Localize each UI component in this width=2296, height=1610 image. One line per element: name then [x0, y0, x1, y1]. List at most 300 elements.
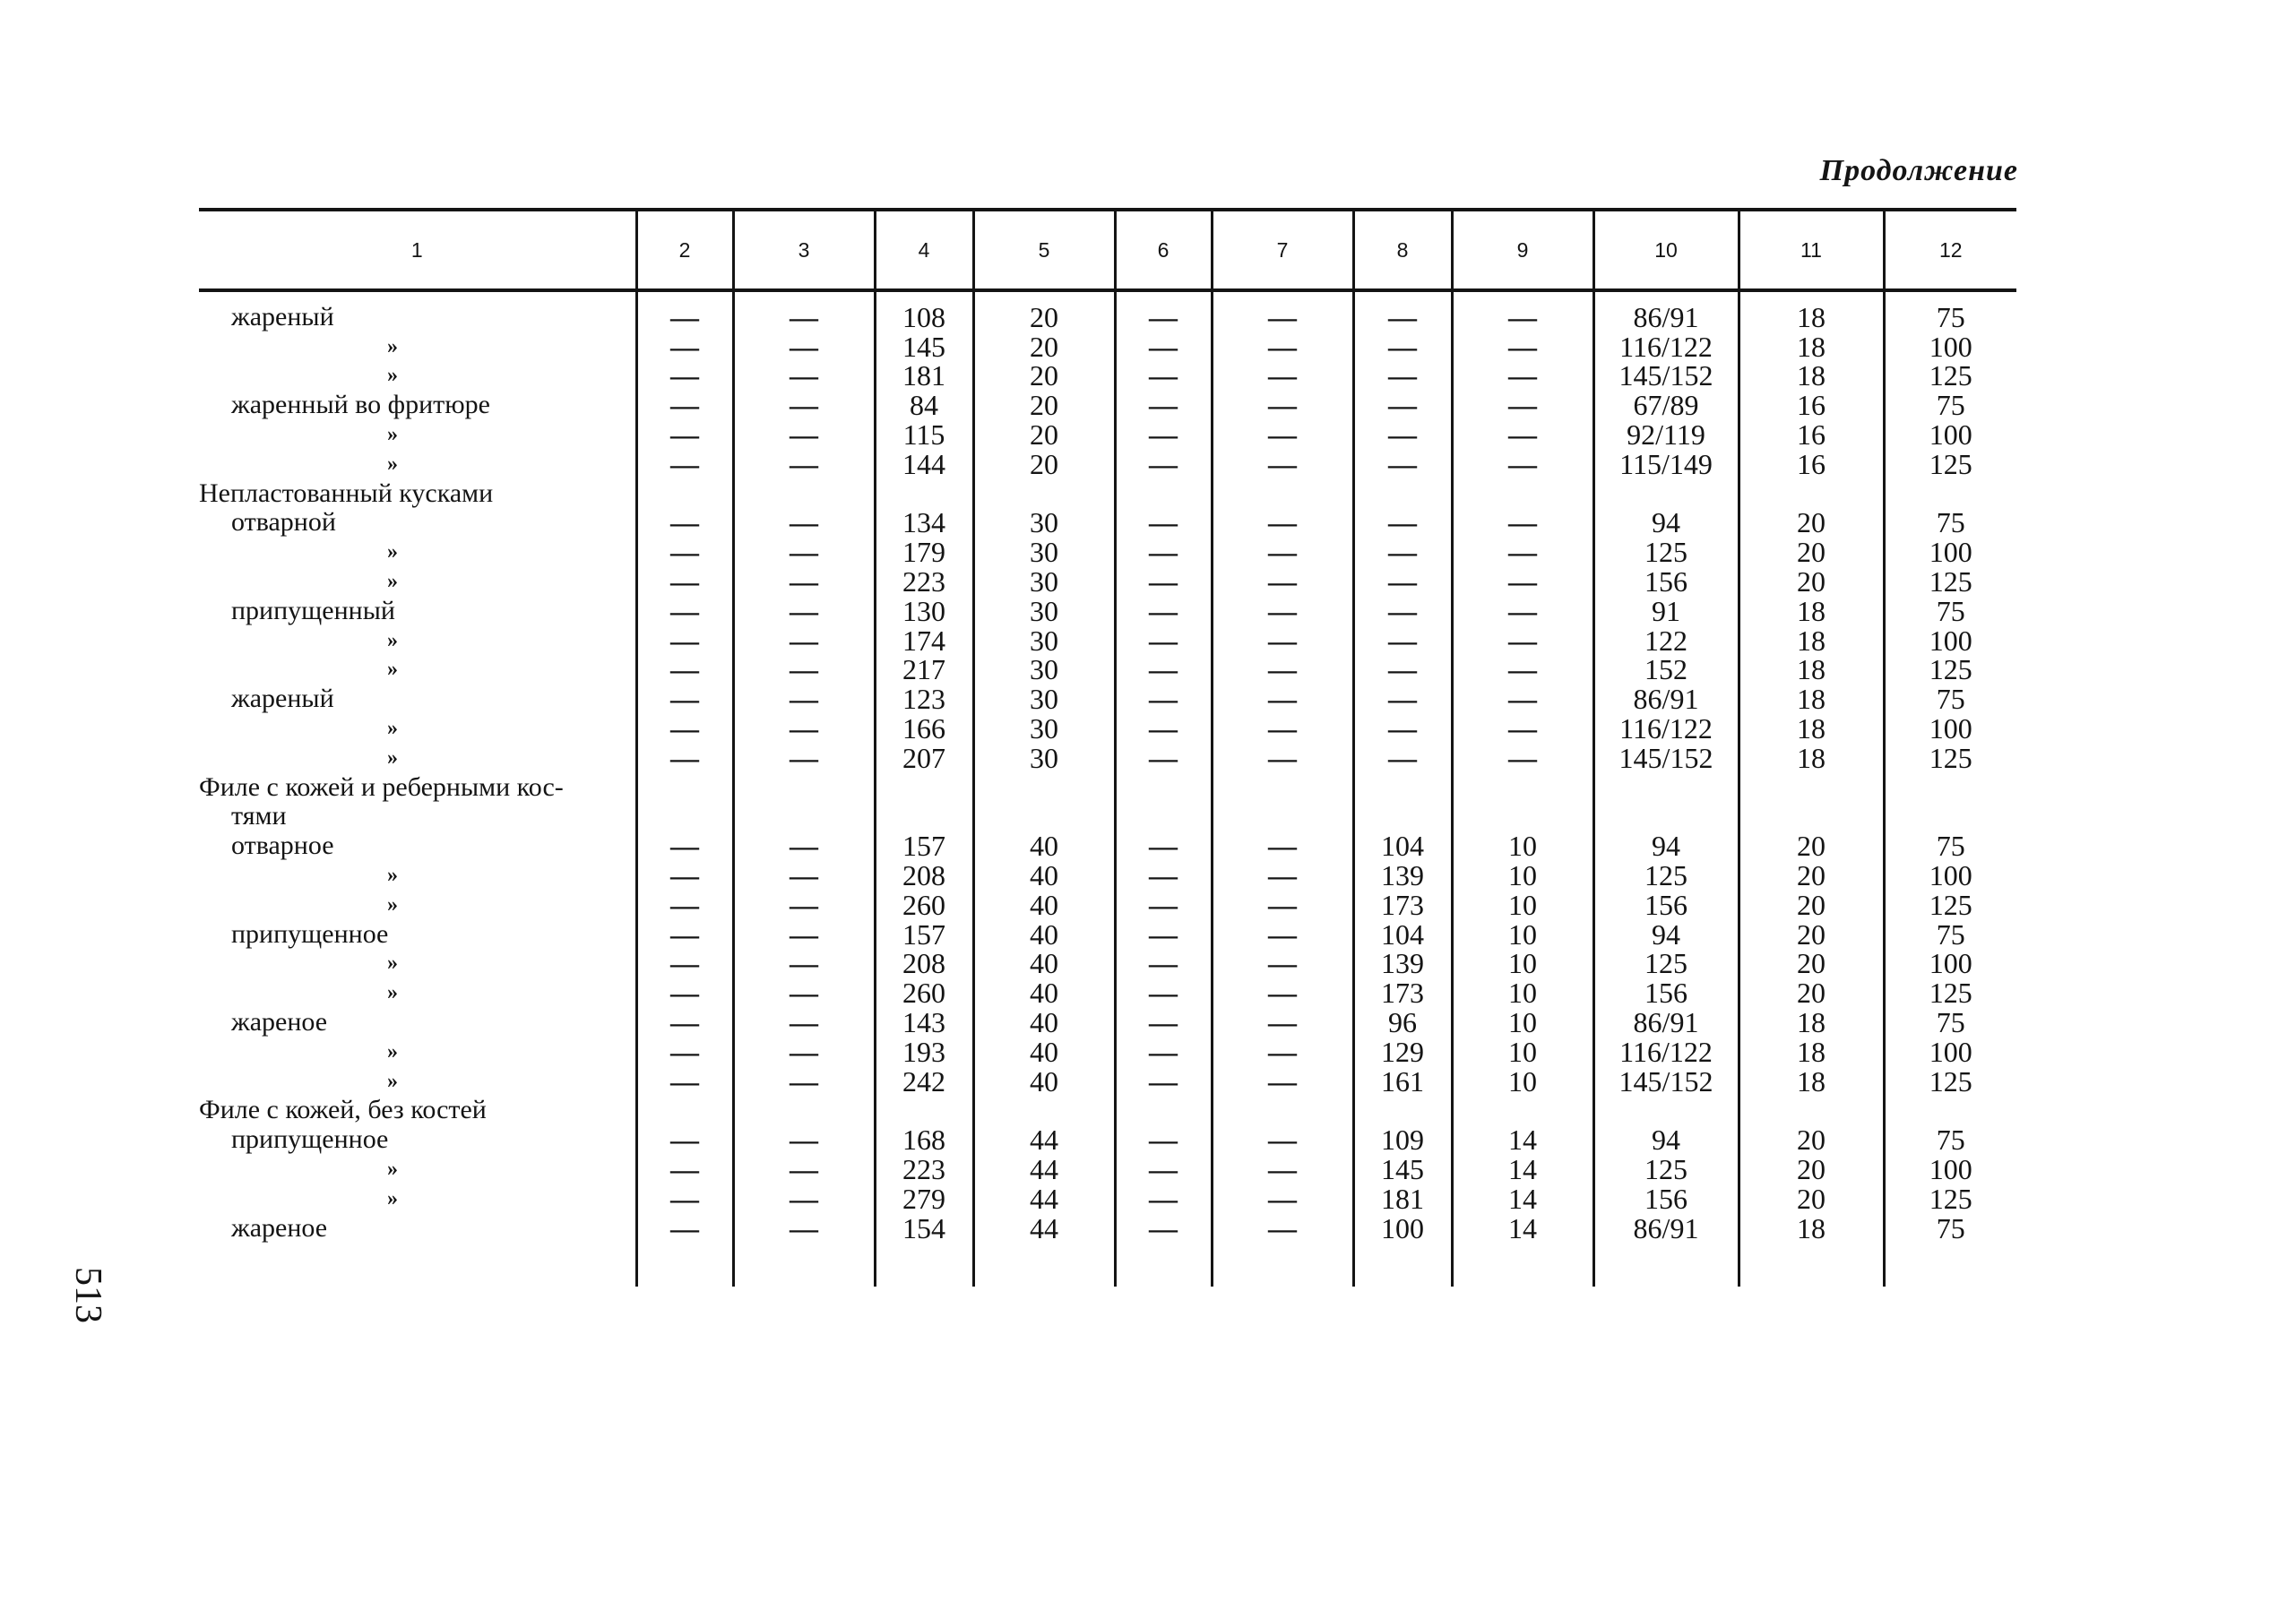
table-cell-col-9: 10 — [1452, 1036, 1593, 1065]
table-cell-col-6: — — [1115, 389, 1212, 418]
table-cell-col-9: 10 — [1452, 859, 1593, 889]
table-cell-col-7 — [1212, 801, 1353, 831]
table-cell-col-10: 156 — [1593, 889, 1739, 918]
table-cell-col-4: 223 — [875, 1153, 973, 1183]
table-cell-col-12 — [1884, 478, 2016, 507]
table-cell-col-8 — [1353, 478, 1452, 507]
table-cell-col-8: — — [1353, 536, 1452, 565]
row-label: жареное — [231, 1006, 328, 1037]
table-cell-col-5: 30 — [973, 624, 1115, 654]
row-group-label: Филе с кожей, без костей — [199, 1095, 487, 1125]
table-cell-col-2: — — [636, 712, 733, 742]
table-cell-col-6: — — [1115, 595, 1212, 624]
table-cell-col-8: — — [1353, 565, 1452, 595]
table-cell-col-3: — — [733, 290, 875, 331]
table-cell-col-4: 208 — [875, 859, 973, 889]
table-cell-col-2: — — [636, 536, 733, 565]
table-cell-col-2: — — [636, 1036, 733, 1065]
table-cell-col-4: 123 — [875, 683, 973, 712]
table-cell-col-9: — — [1452, 565, 1593, 595]
table-cell-col-8: 100 — [1353, 1212, 1452, 1287]
table-cell-col-3: — — [733, 889, 875, 918]
table-cell-col-7: — — [1212, 536, 1353, 565]
table-cell-col-12: 125 — [1884, 654, 2016, 684]
table-cell-col-8 — [1353, 801, 1452, 831]
table-cell-col-11: 20 — [1739, 889, 1884, 918]
table-cell-col-8: 145 — [1353, 1153, 1452, 1183]
table-cell-col-4: 168 — [875, 1124, 973, 1153]
table-cell-col-2: — — [636, 830, 733, 859]
table-cell-col-6: — — [1115, 1183, 1212, 1212]
table-cell-col-7: — — [1212, 507, 1353, 537]
table-cell-col-2: — — [636, 595, 733, 624]
table-cell-col-8: — — [1353, 418, 1452, 448]
table-cell-col-4: 84 — [875, 389, 973, 418]
table-cell-col-4: 134 — [875, 507, 973, 537]
table-cell-col-3: — — [733, 565, 875, 595]
row-group-label: Филе с кожей и реберными кос- — [199, 771, 564, 802]
table-cell-col-2: — — [636, 977, 733, 1006]
table-cell-col-3: — — [733, 1153, 875, 1183]
table-cell-col-6: — — [1115, 683, 1212, 712]
table-cell-col-12: 100 — [1884, 712, 2016, 742]
table-cell-col-2: — — [636, 683, 733, 712]
table-cell-col-11: 20 — [1739, 1153, 1884, 1183]
table-cell-col-11: 20 — [1739, 830, 1884, 859]
table-cell-col-8: 173 — [1353, 977, 1452, 1006]
ditto-mark: » — [387, 1157, 398, 1181]
ditto-mark: » — [387, 892, 398, 917]
table-cell-col-4: 217 — [875, 654, 973, 684]
table-cell-col-5: 40 — [973, 1065, 1115, 1095]
table-cell-col-5: 30 — [973, 654, 1115, 684]
table-cell-col-12: 125 — [1884, 1065, 2016, 1095]
table-cell-col-9: 10 — [1452, 1065, 1593, 1095]
table-cell-col-10: 94 — [1593, 1124, 1739, 1153]
table-cell-col-12 — [1884, 771, 2016, 801]
table-cell-col-3: — — [733, 418, 875, 448]
table-row — [199, 1153, 2016, 1183]
row-label: отварное — [231, 831, 334, 861]
table-row — [199, 742, 2016, 771]
table-cell-col-11 — [1739, 801, 1884, 831]
table-cell-col-11: 18 — [1739, 742, 1884, 771]
table-cell-col-5 — [973, 478, 1115, 507]
table-cell-col-10: 92/119 — [1593, 418, 1739, 448]
table-cell-col-2: — — [636, 1153, 733, 1183]
table-cell-col-2: — — [636, 331, 733, 360]
table-cell-col-11: 18 — [1739, 712, 1884, 742]
table-cell-col-7: — — [1212, 565, 1353, 595]
table-cell-col-10: 152 — [1593, 654, 1739, 684]
table-header-row — [199, 210, 2016, 290]
table-cell-col-3: — — [733, 918, 875, 948]
table-cell-col-4: 223 — [875, 565, 973, 595]
table-cell-col-12: 75 — [1884, 507, 2016, 537]
table-cell-col-9: — — [1452, 624, 1593, 654]
table-cell-col-11: 20 — [1739, 1124, 1884, 1153]
table-cell-col-2: — — [636, 742, 733, 771]
table-row — [199, 1124, 2016, 1153]
table-cell-col-7: — — [1212, 418, 1353, 448]
table-cell-col-12: 125 — [1884, 1183, 2016, 1212]
table-cell-col-8: — — [1353, 683, 1452, 712]
table-cell-col-5: 44 — [973, 1183, 1115, 1212]
table-cell-col-8: 139 — [1353, 859, 1452, 889]
table-cell-col-5: 40 — [973, 1006, 1115, 1036]
table-cell-col-12: 100 — [1884, 536, 2016, 565]
table-cell-col-5: 44 — [973, 1153, 1115, 1183]
table-cell-col-6: — — [1115, 507, 1212, 537]
table-cell-col-10: 122 — [1593, 624, 1739, 654]
table-cell-col-5: 30 — [973, 712, 1115, 742]
table-cell-col-9: 14 — [1452, 1212, 1593, 1287]
table-cell-col-4: 154 — [875, 1212, 973, 1287]
column-header-2: 2 — [636, 210, 733, 290]
table-cell-col-12: 100 — [1884, 331, 2016, 360]
table-cell-col-12: 125 — [1884, 448, 2016, 478]
table-cell-col-9: — — [1452, 389, 1593, 418]
table-cell-col-10: 94 — [1593, 830, 1739, 859]
table-cell-col-12: 125 — [1884, 889, 2016, 918]
table-cell-col-4: 157 — [875, 830, 973, 859]
column-header-11: 11 — [1739, 210, 1884, 290]
table-cell-col-12: 75 — [1884, 918, 2016, 948]
table-cell-col-6: — — [1115, 565, 1212, 595]
table-cell-col-9: — — [1452, 595, 1593, 624]
table-cell-col-5: 44 — [973, 1212, 1115, 1287]
table-cell-col-3: — — [733, 830, 875, 859]
table-cell-col-2: — — [636, 389, 733, 418]
table-cell-col-9: 10 — [1452, 1006, 1593, 1036]
table-cell-col-10: 156 — [1593, 1183, 1739, 1212]
table-cell-col-9: — — [1452, 683, 1593, 712]
table-cell-col-6: — — [1115, 742, 1212, 771]
table-row — [199, 712, 2016, 742]
table-cell-col-6: — — [1115, 360, 1212, 390]
table-cell-col-8: 104 — [1353, 830, 1452, 859]
table-cell-col-5: 40 — [973, 977, 1115, 1006]
table-cell-col-12: 75 — [1884, 290, 2016, 331]
table-cell-col-6: — — [1115, 331, 1212, 360]
table-cell-col-8: 96 — [1353, 1006, 1452, 1036]
table-cell-col-6: — — [1115, 712, 1212, 742]
table-cell-col-12: 100 — [1884, 418, 2016, 448]
table-cell-col-4: 242 — [875, 1065, 973, 1095]
table-cell-col-7 — [1212, 478, 1353, 507]
table-cell-col-4 — [875, 801, 973, 831]
table-cell-col-3: — — [733, 859, 875, 889]
table-cell-col-9: — — [1452, 448, 1593, 478]
table-cell-col-12: 100 — [1884, 624, 2016, 654]
table-cell-col-7: — — [1212, 1124, 1353, 1153]
table-cell-col-11: 18 — [1739, 331, 1884, 360]
table-cell-col-9: 10 — [1452, 977, 1593, 1006]
table-cell-col-2: — — [636, 1183, 733, 1212]
table-cell-col-8: 181 — [1353, 1183, 1452, 1212]
table-cell-col-10: 86/91 — [1593, 1212, 1739, 1287]
table-cell-col-3: — — [733, 448, 875, 478]
table-cell-col-9: 14 — [1452, 1124, 1593, 1153]
table-cell-col-7: — — [1212, 830, 1353, 859]
table-cell-col-8: — — [1353, 360, 1452, 390]
table-cell-col-6: — — [1115, 1065, 1212, 1095]
table-cell-col-6: — — [1115, 830, 1212, 859]
table-cell-col-4: 115 — [875, 418, 973, 448]
table-cell-col-9 — [1452, 1095, 1593, 1124]
column-header-12: 12 — [1884, 210, 2016, 290]
table-cell-col-8: — — [1353, 654, 1452, 684]
table-cell-col-9: — — [1452, 712, 1593, 742]
table-cell-col-3: — — [733, 595, 875, 624]
table-cell-col-10: 115/149 — [1593, 448, 1739, 478]
column-header-4: 4 — [875, 210, 973, 290]
table-cell-col-9: 14 — [1452, 1153, 1593, 1183]
row-label: припущенное — [231, 1124, 389, 1155]
table-cell-col-12: 100 — [1884, 1153, 2016, 1183]
table-row — [199, 1212, 2016, 1287]
table-cell-col-4: 179 — [875, 536, 973, 565]
table-cell-col-5: 30 — [973, 683, 1115, 712]
table-cell-col-8: — — [1353, 331, 1452, 360]
table-cell-col-10: 125 — [1593, 536, 1739, 565]
column-header-6: 6 — [1115, 210, 1212, 290]
table-cell-col-6: — — [1115, 1006, 1212, 1036]
table-cell-col-9: — — [1452, 654, 1593, 684]
table-cell-col-9: — — [1452, 418, 1593, 448]
table-cell-col-4: 145 — [875, 331, 973, 360]
table-cell-col-11: 20 — [1739, 859, 1884, 889]
table-cell-col-11: 18 — [1739, 290, 1884, 331]
table-cell-col-5 — [973, 801, 1115, 831]
table-cell-col-4 — [875, 478, 973, 507]
table-row — [199, 830, 2016, 859]
table-cell-col-3 — [733, 771, 875, 801]
table-cell-col-10: 145/152 — [1593, 742, 1739, 771]
table-cell-col-6 — [1115, 801, 1212, 831]
table-cell-col-3: — — [733, 331, 875, 360]
table-cell-col-5: 20 — [973, 360, 1115, 390]
ditto-mark: » — [387, 569, 398, 593]
table-cell-col-2: — — [636, 448, 733, 478]
table-cell-col-8: 104 — [1353, 918, 1452, 948]
page-number: 513 — [67, 1267, 108, 1323]
table-cell-col-7: — — [1212, 624, 1353, 654]
table-cell-col-7: — — [1212, 360, 1353, 390]
table-cell-col-3: — — [733, 712, 875, 742]
table-row — [199, 331, 2016, 360]
table-cell-col-6: — — [1115, 418, 1212, 448]
table-cell-col-4: 208 — [875, 948, 973, 977]
table-cell-col-7: — — [1212, 331, 1353, 360]
table-cell-col-11: 20 — [1739, 977, 1884, 1006]
table-cell-col-9: 10 — [1452, 918, 1593, 948]
table-cell-col-7: — — [1212, 1183, 1353, 1212]
table-row — [199, 1065, 2016, 1095]
table-cell-col-8: — — [1353, 507, 1452, 537]
table-cell-col-4: 143 — [875, 1006, 973, 1036]
table-cell-col-5: 30 — [973, 595, 1115, 624]
table-row — [199, 1036, 2016, 1065]
table-cell-col-10: 86/91 — [1593, 290, 1739, 331]
row-label: жареное — [231, 1212, 328, 1243]
ditto-mark: » — [387, 1039, 398, 1063]
table-cell-col-10 — [1593, 1095, 1739, 1124]
table-cell-col-2: — — [636, 1006, 733, 1036]
table-cell-col-9: — — [1452, 331, 1593, 360]
table-cell-col-2: — — [636, 889, 733, 918]
table-cell-col-8: 109 — [1353, 1124, 1452, 1153]
table-cell-col-11: 18 — [1739, 595, 1884, 624]
table-cell-col-11 — [1739, 1095, 1884, 1124]
table-cell-col-12: 75 — [1884, 830, 2016, 859]
table-cell-col-11: 18 — [1739, 683, 1884, 712]
table-cell-col-3: — — [733, 536, 875, 565]
table-cell-col-9: — — [1452, 290, 1593, 331]
table-cell-col-9: 10 — [1452, 830, 1593, 859]
row-label: припущенный — [231, 595, 395, 625]
table-cell-col-10: 94 — [1593, 507, 1739, 537]
table-cell-col-12: 125 — [1884, 977, 2016, 1006]
table-cell-col-4: 166 — [875, 712, 973, 742]
table-cell-col-8: 173 — [1353, 889, 1452, 918]
table-cell-col-3: — — [733, 1036, 875, 1065]
table-cell-col-8 — [1353, 1095, 1452, 1124]
table-cell-col-5: 40 — [973, 859, 1115, 889]
table-cell-col-8: — — [1353, 742, 1452, 771]
ditto-mark: » — [387, 658, 398, 682]
table-cell-col-6: — — [1115, 290, 1212, 331]
table-cell-col-11: 20 — [1739, 507, 1884, 537]
table-cell-col-10: 116/122 — [1593, 331, 1739, 360]
table-cell-col-2 — [636, 771, 733, 801]
table-cell-col-9 — [1452, 801, 1593, 831]
table-cell-col-7 — [1212, 771, 1353, 801]
table-cell-col-7: — — [1212, 1006, 1353, 1036]
table-cell-col-2: — — [636, 1065, 733, 1095]
table-cell-col-3: — — [733, 624, 875, 654]
table-cell-col-2 — [636, 801, 733, 831]
ditto-mark: » — [387, 716, 398, 740]
table-cell-col-10: 145/152 — [1593, 1065, 1739, 1095]
table-row — [199, 1095, 2016, 1124]
table-cell-col-10: 125 — [1593, 859, 1739, 889]
table-cell-col-3: — — [733, 683, 875, 712]
table-cell-col-11: 16 — [1739, 389, 1884, 418]
table-cell-col-3: — — [733, 948, 875, 977]
table-cell-col-12 — [1884, 1095, 2016, 1124]
data-table — [199, 208, 2016, 1287]
table-cell-col-3: — — [733, 1183, 875, 1212]
table-cell-col-10: 91 — [1593, 595, 1739, 624]
ditto-mark: » — [387, 1069, 398, 1093]
table-cell-col-10: 156 — [1593, 565, 1739, 595]
table-cell-col-6: — — [1115, 1124, 1212, 1153]
column-header-5: 5 — [973, 210, 1115, 290]
table-cell-col-7: — — [1212, 595, 1353, 624]
ditto-mark: » — [387, 863, 398, 887]
table-cell-col-11: 18 — [1739, 1212, 1884, 1287]
ditto-mark: » — [387, 745, 398, 770]
table-cell-col-5: 30 — [973, 536, 1115, 565]
table-cell-col-8: — — [1353, 595, 1452, 624]
table-cell-col-4 — [875, 771, 973, 801]
table-cell-col-5: 30 — [973, 507, 1115, 537]
table-cell-col-6 — [1115, 771, 1212, 801]
table-cell-col-11: 18 — [1739, 1036, 1884, 1065]
table-cell-col-9: 10 — [1452, 948, 1593, 977]
table-row — [199, 478, 2016, 507]
table-row — [199, 624, 2016, 654]
table-cell-col-4: 207 — [875, 742, 973, 771]
table-cell-col-7: — — [1212, 1065, 1353, 1095]
table-cell-col-5: 40 — [973, 830, 1115, 859]
column-header-7: 7 — [1212, 210, 1353, 290]
table-cell-col-8 — [1353, 771, 1452, 801]
table-cell-col-2: — — [636, 565, 733, 595]
table-cell-col-7: — — [1212, 290, 1353, 331]
table-cell-col-2: — — [636, 360, 733, 390]
table-cell-col-3: — — [733, 1212, 875, 1287]
table-cell-col-3: — — [733, 654, 875, 684]
table-row — [199, 595, 2016, 624]
table-row — [199, 507, 2016, 537]
table-cell-col-12: 125 — [1884, 565, 2016, 595]
table-cell-col-5: 30 — [973, 565, 1115, 595]
table-cell-col-5: 40 — [973, 889, 1115, 918]
table-cell-col-9: 10 — [1452, 889, 1593, 918]
row-label: жареный — [231, 684, 334, 714]
table-cell-col-5: 44 — [973, 1124, 1115, 1153]
table-cell-col-11: 20 — [1739, 536, 1884, 565]
table-cell-col-3: — — [733, 1006, 875, 1036]
table-row — [199, 389, 2016, 418]
table-row — [199, 654, 2016, 684]
table-cell-col-12: 75 — [1884, 1124, 2016, 1153]
table-cell-col-11: 20 — [1739, 948, 1884, 977]
table-cell-col-3: — — [733, 977, 875, 1006]
table-cell-col-2: — — [636, 624, 733, 654]
table-cell-col-12: 100 — [1884, 859, 2016, 889]
table-cell-col-5: 20 — [973, 418, 1115, 448]
table-cell-col-11 — [1739, 478, 1884, 507]
table-cell-col-12: 100 — [1884, 1036, 2016, 1065]
table-cell-col-6: — — [1115, 918, 1212, 948]
table-cell-col-6: — — [1115, 977, 1212, 1006]
ditto-mark: » — [387, 452, 398, 476]
table-cell-col-2: — — [636, 948, 733, 977]
table-cell-col-5: 40 — [973, 918, 1115, 948]
table-cell-col-5: 40 — [973, 948, 1115, 977]
table-cell-col-7: — — [1212, 1036, 1353, 1065]
ditto-mark: » — [387, 951, 398, 976]
table-cell-col-10: 94 — [1593, 918, 1739, 948]
table-cell-col-2: — — [636, 1212, 733, 1287]
table-cell-col-3: — — [733, 1124, 875, 1153]
table-cell-col-4: 174 — [875, 624, 973, 654]
table-cell-col-4: 157 — [875, 918, 973, 948]
table-cell-col-7: — — [1212, 948, 1353, 977]
table-cell-col-10 — [1593, 478, 1739, 507]
table-cell-col-4: 260 — [875, 889, 973, 918]
table-cell-col-5: 20 — [973, 331, 1115, 360]
table-cell-col-6: — — [1115, 948, 1212, 977]
table-cell-col-9: — — [1452, 507, 1593, 537]
table-cell-col-10: 145/152 — [1593, 360, 1739, 390]
table-cell-col-12: 75 — [1884, 683, 2016, 712]
table-cell-col-5: 30 — [973, 742, 1115, 771]
table-cell-col-6: — — [1115, 536, 1212, 565]
